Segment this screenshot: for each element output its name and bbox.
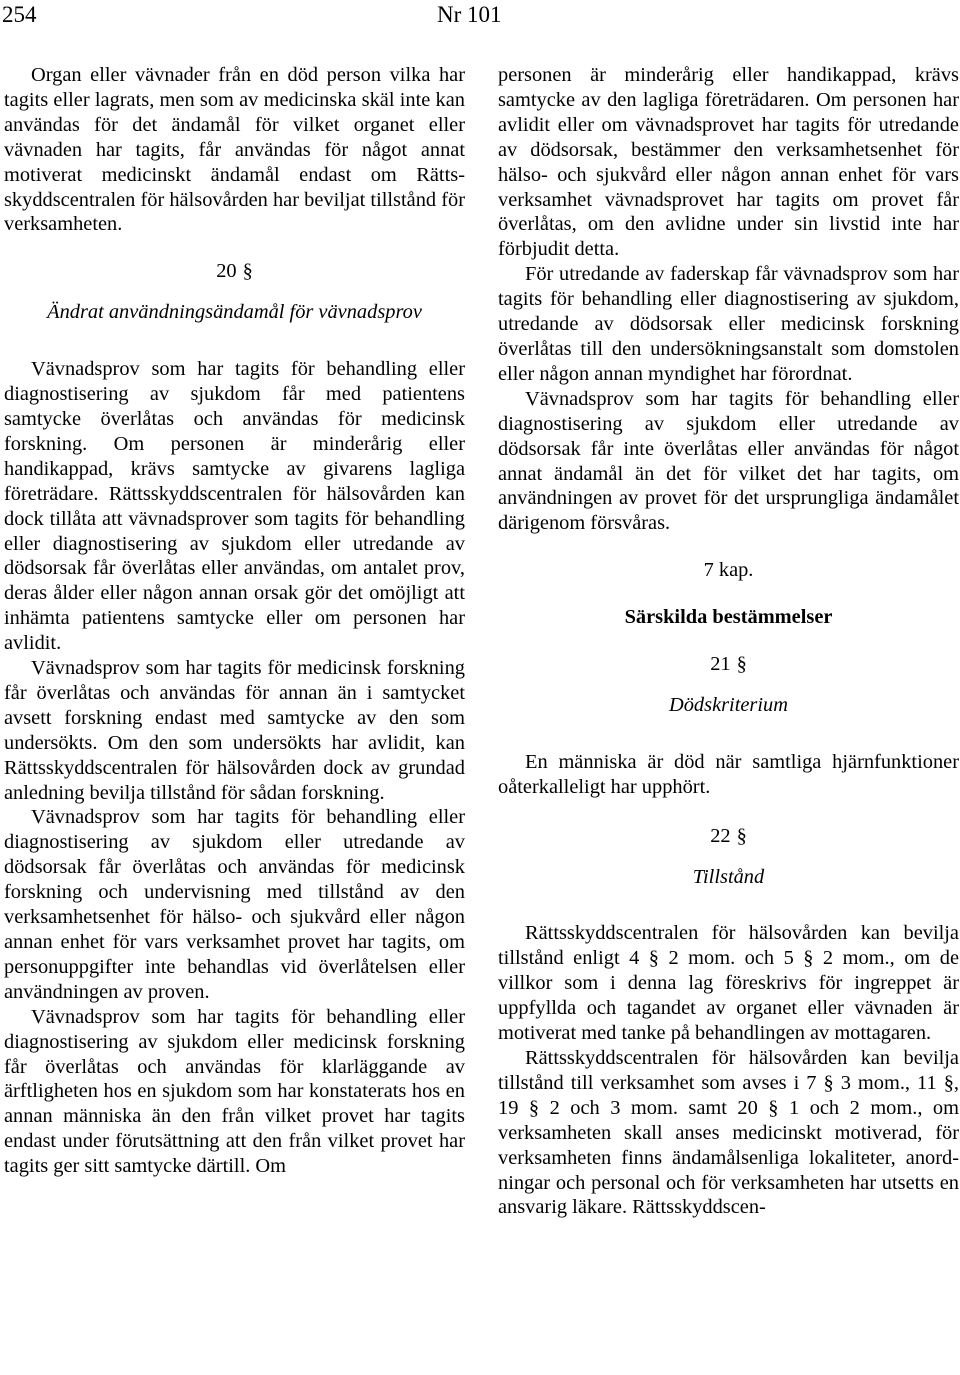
left-column [4, 63, 465, 1179]
paragraph: Vävnadsprov som har tagits för behandling eller diagnostisering av sjukdom eller medicinsk forskning får överlåtas och användas för klarläggande av ärftligheten hos en sjukdom som har konstaterats hos en annan människa än den från vilket provet har tagits endast under förutsättning att den från vilket provet har tagits ger sitt samtycke därtill. Om [4, 1005, 465, 1178]
page-header [0, 0, 960, 34]
section-symbol: § [736, 653, 747, 676]
paragraph: Organ eller vävnader från en död person vilka har tagits eller lagrats, men som av medicinska skäl inte kan användas för det ändamål för vilket organet eller vävnaden har tagits, får användas för något annat motiverat medicinskt ändamål endast om Rättsskyddscentralen för hälsovården har beviljat tillstånd för verksamheten. [4, 64, 465, 236]
section-number: 22 [710, 824, 731, 847]
paragraph: Vävnadsprov som har tagits för behandling eller diagnostisering av sjukdom eller utredande av dödsorsak får inte överlåtas eller användas för något annat ändamål än det för vilket det har tagits, om användningen av provet för det ursprungliga ändamålet därigenom försvåras. [498, 387, 959, 535]
paragraph: En människa är död när samtliga hjärnfunktioner oåterkalleligt har upphört. [498, 750, 959, 798]
chapter-title: Särskilda bestämmelser [624, 606, 833, 629]
section-heading-21 [498, 652, 959, 677]
section-title: Tillstånd [692, 865, 765, 888]
chapter-label: 7 kap. [703, 559, 754, 582]
section-title: Ändrat användningsändamål för vävnadsprov [47, 301, 422, 324]
page-number: 254 [2, 2, 37, 27]
paragraph: Vävnadsprov som har tagits för medicinsk forskning får överlåtas och användas för annan än i samtycket avsett forskning endast med samtycke av den som undersökts. Om den som undersökts har avlidit, kan Rättsskyddscentralen för hälsovården dock av grundad anledning bevilja tillstånd för sådan forskning. [4, 657, 465, 804]
paragraph: Rättsskyddscentralen för hälsovården kan bevilja tillstånd enligt 4 § 2 mom. och 5 § 2 mom., om de villkor som i denna lag föreskrivs för ingreppet är uppfyllda och tagandet av organet eller vävnaden är motiverat med tanke på behandlingen av mottagaren. [498, 922, 959, 1045]
paragraph: Vävnadsprov som har tagits för behandling eller diagnostisering av sjukdom får med patientens samtycke överlåtas och användas för medicinsk forskning. Om personen är minderårig eller handikappad, krävs samtycke av givarens lagliga företrädare. Rättsskyddscentralen för hälsovården kan dock tillåta att vävnadsprover som tagits för behandling eller diagnostisering av sjukdom eller utredande av dödsorsak får överlåtas eller användas, om antalet prov, deras ålder eller någon annan orsak gör det omöjligt att inhämta patientens samtycke eller om personen har avlidit. [4, 358, 465, 655]
issue-number: Nr 101 [437, 2, 502, 27]
section-number: 20 [216, 260, 237, 283]
section-symbol: § [242, 260, 253, 283]
section-title: Dödskriterium [669, 693, 788, 716]
section-number: 21 [710, 653, 731, 676]
paragraph: Vävnadsprov som har tagits för behandling eller diagnostisering av sjukdom eller utredande av dödsorsak får överlåtas och användas för medicinsk forskning och undervisning med tillstånd av den verksamhetsenhet för hälso- och sjukvård eller någon annan enhet för vars verksamhet provet har tagits, om personuppgifter inte behandlas vid överlåtelsen eller användningen av proven. [4, 806, 465, 1003]
section-heading-20 [4, 259, 465, 284]
section-heading-22 [498, 824, 959, 849]
paragraph: För utredande av faderskap får vävnadsprov som har tagits för behandling eller diagnostisering av sjukdom, utredande av dödsorsak eller medicinsk forskning överlåtas till den undersökningsanstalt som domstolen eller någon annan myndighet har förordnat. [498, 263, 959, 385]
section-symbol: § [736, 824, 747, 847]
right-column [498, 63, 959, 1220]
paragraph: Rättsskyddscentralen för hälsovården kan bevilja tillstånd till verksamhet som avses i 7 § 3 mom., 11 §, 19 § 2 och 3 mom. samt 20 § 1 och 2 mom., om verksamheten skall anses medicinskt motiverad, för verksamheten finns ändamålsenliga lokaliteter, anordningar och personal och för verksamheten har utsetts en ansvarig läkare. Rättsskyddscen- [498, 1047, 959, 1219]
paragraph: personen är minderårig eller handikappad, krävs samtycke av den lagliga företrädaren. Om personen har avlidit eller om vävnadsprovet har tagits för utredande av dödsorsak, bestämmer den verksamhetsenhet för hälso- och sjukvård eller någon annan enhet för vars verksamhet vävnadsprovet har tagits om provet får överlåtas, om den avlidne under sin livstid inte har förbjudit detta. [498, 64, 959, 261]
